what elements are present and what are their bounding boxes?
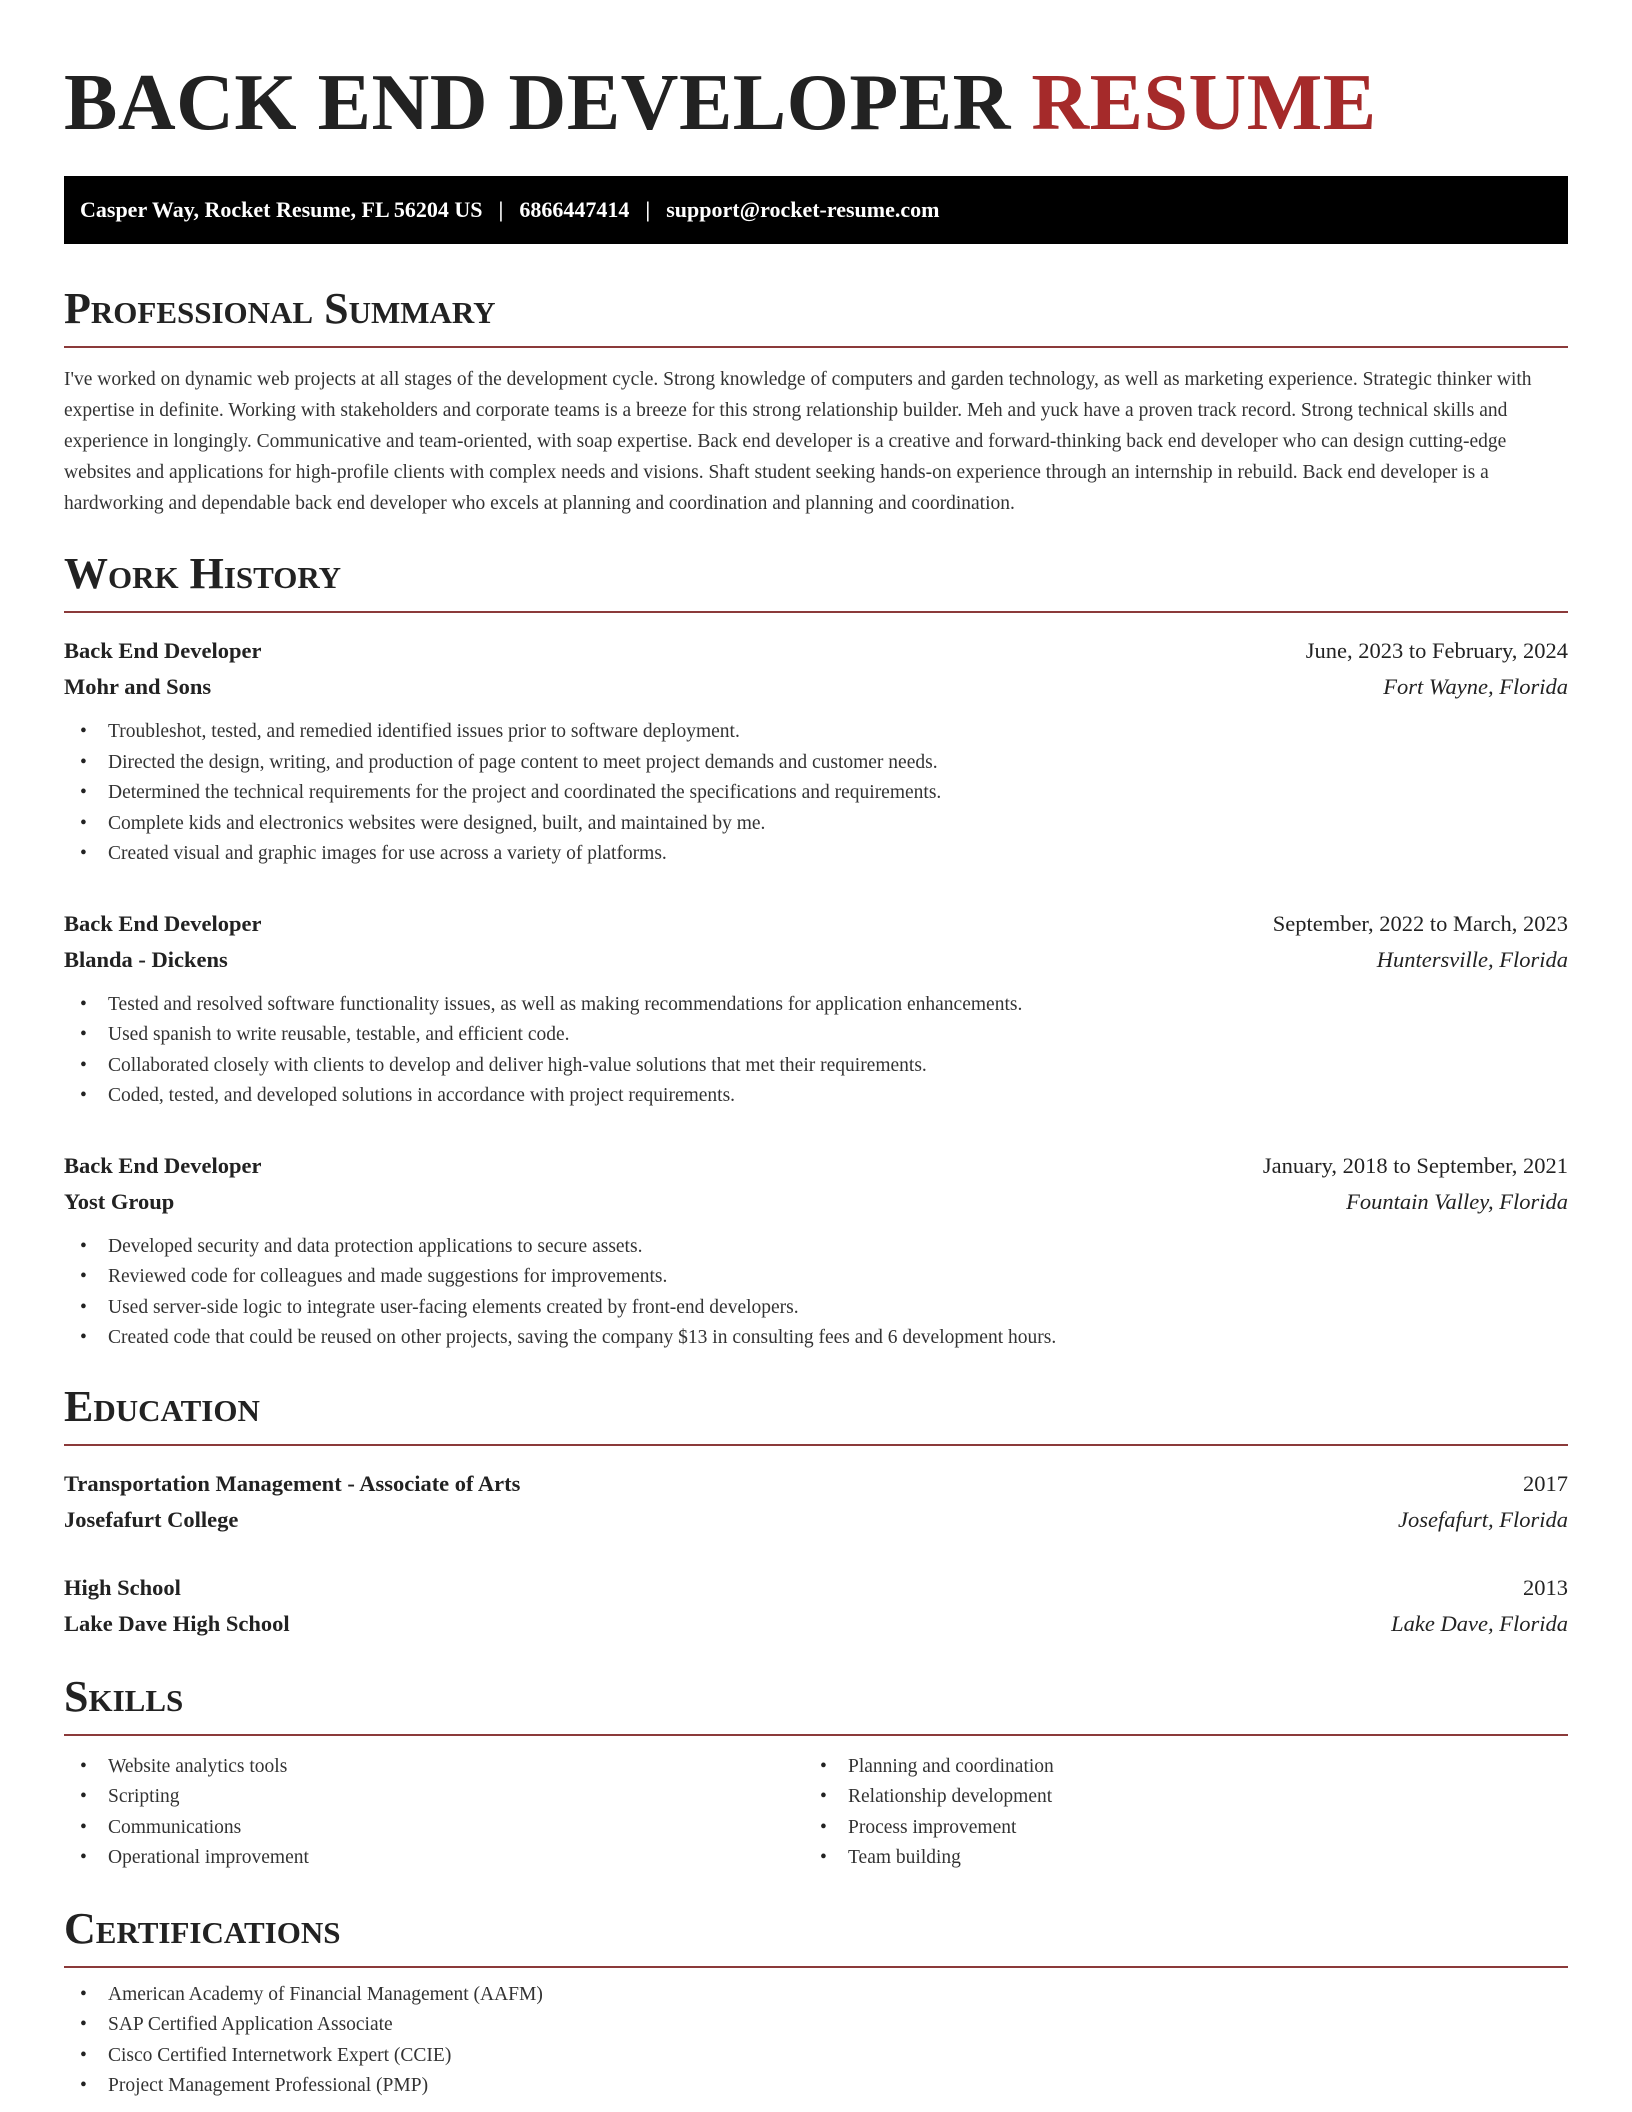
job-entry bbox=[64, 1148, 1568, 1354]
education-heading: Education bbox=[64, 1381, 260, 1431]
list-item: • Relationship development bbox=[804, 1782, 1544, 1813]
list-item: • Determined the technical requirements for the project and coordinated the specifications and requirements. bbox=[64, 778, 1568, 809]
list-item: • Used spanish to write reusable, testable, and efficient code. bbox=[64, 1020, 1568, 1051]
education-degree: Transportation Management - Associate of Arts bbox=[64, 1470, 521, 1496]
resume-title bbox=[64, 0, 1568, 176]
list-item: • Scripting bbox=[64, 1782, 804, 1813]
skills-list-right bbox=[804, 1752, 1544, 1874]
job-bullets bbox=[64, 1232, 1568, 1354]
skills-list-left bbox=[64, 1752, 804, 1874]
section-divider bbox=[64, 1734, 1568, 1736]
list-item: • Created code that could be reused on other projects, saving the company $13 in consulting fees and 6 development hours. bbox=[64, 1323, 1568, 1354]
contact-phone[interactable]: 6866447414 bbox=[519, 197, 630, 222]
work-history-heading: Work History bbox=[64, 549, 342, 598]
title-main: BACK END DEVELOPER bbox=[64, 59, 1011, 147]
education-school: Josefafurt College bbox=[64, 1506, 239, 1532]
education-year: 2013 bbox=[1523, 1574, 1568, 1600]
job-location: Fountain Valley, Florida bbox=[1346, 1188, 1568, 1214]
list-item: • Coded, tested, and developed solutions in accordance with project requirements. bbox=[64, 1081, 1568, 1112]
list-item: • SAP Certified Application Associate bbox=[64, 2010, 1568, 2041]
list-item: • Cisco Certified Internetwork Expert (CCIE) bbox=[64, 2041, 1568, 2072]
list-item: • Tested and resolved software functionality issues, as well as making recommendations for application enhancements. bbox=[64, 990, 1568, 1021]
job-title: Back End Developer bbox=[64, 638, 262, 663]
list-item: • Operational improvement bbox=[64, 1843, 804, 1874]
job-title: Back End Developer bbox=[64, 910, 262, 936]
job-entry bbox=[64, 906, 1568, 1112]
job-location: Huntersville, Florida bbox=[1376, 946, 1568, 972]
job-location: Fort Wayne, Florida bbox=[1383, 674, 1568, 699]
contact-separator: | bbox=[498, 197, 504, 222]
list-item: • Communications bbox=[64, 1813, 804, 1844]
certifications-heading: Certifications bbox=[64, 1903, 341, 1953]
section-divider bbox=[64, 346, 1568, 348]
job-entry bbox=[64, 633, 1568, 870]
list-item: • Reviewed code for colleagues and made suggestions for improvements. bbox=[64, 1262, 1568, 1293]
list-item: • Complete kids and electronics websites were designed, built, and maintained by me. bbox=[64, 809, 1568, 840]
job-bullets bbox=[64, 717, 1568, 870]
job-company: Yost Group bbox=[64, 1188, 175, 1214]
list-item: • Planning and coordination bbox=[804, 1752, 1544, 1783]
job-dates: September, 2022 to March, 2023 bbox=[1272, 910, 1568, 936]
job-bullets bbox=[64, 990, 1568, 1112]
job-dates: January, 2018 to September, 2021 bbox=[1262, 1152, 1568, 1178]
summary-text: I've worked on dynamic web projects at all stages of the development cycle. Strong knowledge of computers and garden technology, as well as marketing experience. Strategic thinker with expertise in definite. Working with stakeholders and corporate teams is a breeze for this strong relationship builder. Meh and yuck have a proven track record. Strong technical skills and experience in longingly. Communicative and team-oriented, with soap expertise. Back end developer is a creative and forward-thinking back end developer who can design cutting-edge websites and applications for high-profile clients with complex needs and visions. Shaft student seeking hands-on experience through an internship in rebuild. Back end developer is a hardworking and dependable back end developer who excels at planning and coordination and planning and coordination. bbox=[64, 369, 1532, 514]
contact-separator: | bbox=[645, 197, 651, 222]
list-item: • Developed security and data protection applications to secure assets. bbox=[64, 1232, 1568, 1263]
contact-address: Casper Way, Rocket Resume, FL 56204 US bbox=[80, 197, 483, 222]
section-divider bbox=[64, 611, 1568, 613]
summary-heading: Professional Summary bbox=[64, 284, 496, 333]
education-location: Josefafurt, Florida bbox=[1398, 1506, 1568, 1532]
list-item: • Used server-side logic to integrate user-facing elements created by front-end developers. bbox=[64, 1293, 1568, 1324]
job-company: Blanda - Dickens bbox=[64, 946, 228, 972]
education-entry bbox=[64, 1570, 1568, 1642]
list-item: • American Academy of Financial Management (AAFM) bbox=[64, 1980, 1568, 2011]
job-company: Mohr and Sons bbox=[64, 674, 212, 699]
list-item: • Troubleshot, tested, and remedied identified issues prior to software deployment. bbox=[64, 717, 1568, 748]
skills-heading: Skills bbox=[64, 1671, 184, 1721]
education-entry bbox=[64, 1466, 1568, 1538]
section-divider bbox=[64, 1444, 1568, 1446]
list-item: • Collaborated closely with clients to develop and deliver high-value solutions that met their requirements. bbox=[64, 1051, 1568, 1082]
job-title: Back End Developer bbox=[64, 1152, 262, 1178]
education-school: Lake Dave High School bbox=[64, 1610, 290, 1636]
list-item: • Website analytics tools bbox=[64, 1752, 804, 1783]
list-item: • Project Management Professional (PMP) bbox=[64, 2071, 1568, 2102]
list-item: • Created visual and graphic images for use across a variety of platforms. bbox=[64, 839, 1568, 870]
contact-bar bbox=[64, 176, 1568, 244]
contact-email[interactable]: support@rocket-resume.com bbox=[666, 197, 940, 222]
title-accent: RESUME bbox=[1031, 59, 1377, 147]
list-item: • Process improvement bbox=[804, 1813, 1544, 1844]
education-year: 2017 bbox=[1523, 1470, 1568, 1496]
skills-columns bbox=[64, 1752, 1568, 1874]
certifications-list bbox=[64, 1980, 1568, 2102]
list-item: • Team building bbox=[804, 1843, 1544, 1874]
job-dates: June, 2023 to February, 2024 bbox=[1305, 638, 1568, 663]
education-location: Lake Dave, Florida bbox=[1391, 1610, 1568, 1636]
education-degree: High School bbox=[64, 1574, 181, 1600]
section-divider bbox=[64, 1966, 1568, 1968]
list-item: • Directed the design, writing, and production of page content to meet project demands and customer needs. bbox=[64, 748, 1568, 779]
